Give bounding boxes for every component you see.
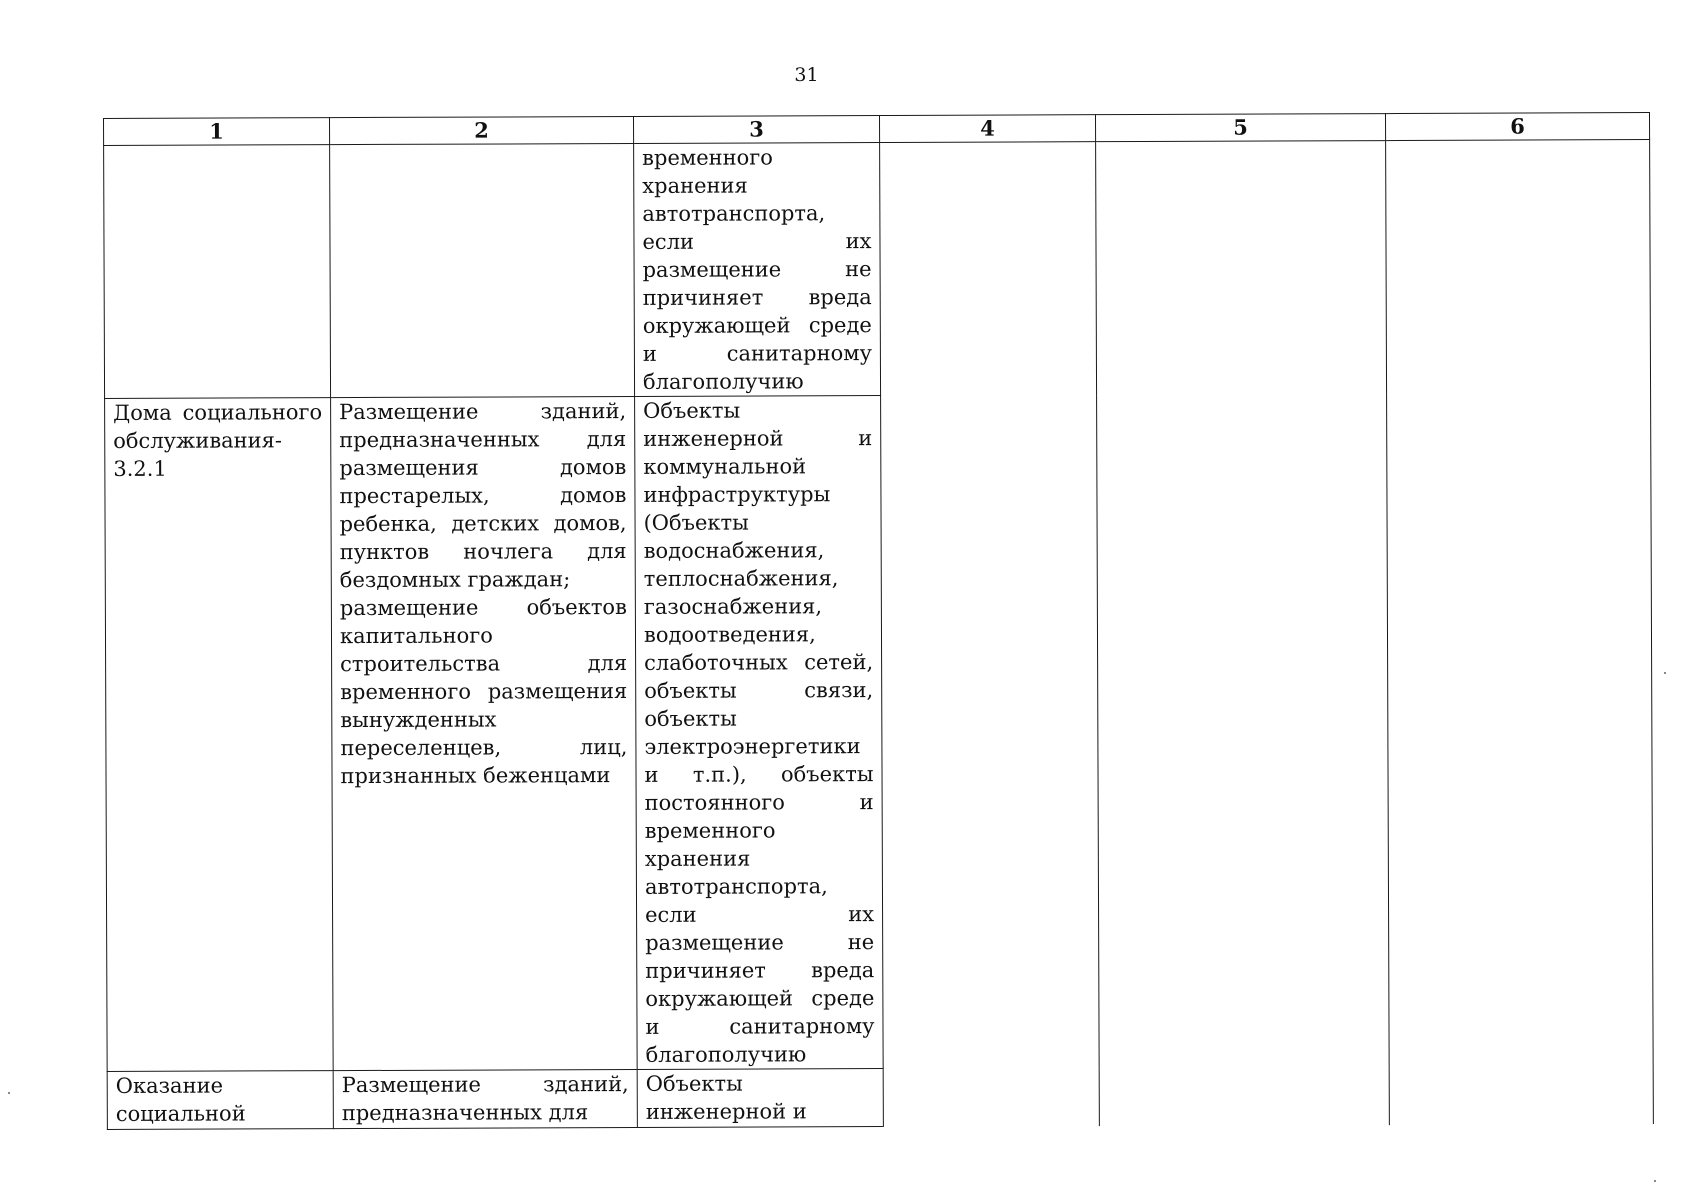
header-col-3: 3 [633, 116, 879, 144]
row3-col1-cell [107, 1071, 333, 1130]
row1-col2-cell [330, 143, 635, 397]
col5-empty-cell [1096, 141, 1390, 1126]
header-col-2: 2 [330, 116, 634, 144]
row3-col3-cell [637, 1069, 883, 1128]
row1-col1-cell [104, 145, 331, 399]
page-number: 31 [794, 64, 819, 86]
row3-col1-text: Оказание социальной [115, 1073, 246, 1126]
row1-col2-text [338, 144, 625, 145]
col6-empty-cell [1386, 140, 1654, 1125]
document-table-container [103, 112, 1653, 1130]
row2-col1-text: Дома социального обслуживания- 3.2.1 [113, 400, 323, 481]
land-use-table [103, 112, 1654, 1130]
row1-col3-text: временного хранения автотранспорта, если их размещение не причиняет вреда окружающей среде и санитарному благополучию [642, 145, 872, 394]
row1-col1-text [112, 145, 321, 146]
row3-col2-cell [333, 1069, 637, 1128]
scan-speck [1664, 672, 1666, 674]
row2-col3-cell [635, 396, 884, 1070]
header-col-4: 4 [879, 115, 1095, 143]
header-col-1: 1 [104, 118, 330, 146]
row2-col1-cell [105, 398, 334, 1072]
row2-col2-cell [331, 396, 638, 1070]
scan-speck [1654, 1180, 1656, 1182]
header-col-6: 6 [1385, 113, 1649, 141]
row3-col3-text: Объекты инженерной и [645, 1071, 807, 1124]
row3-col2-text: Размещение зданий, предназначенных для [341, 1071, 629, 1126]
row2-col3-text: Объекты инженерной и коммунальной инфраструктуры (Объекты водоснабжения, теплоснабжения, газоснабжения, водоотведения, слаботочных сетей, объекты связи, объекты электроэнергетики и т.п.), объекты постоянного и временного хранения автотранспорта, если их размещение не причиняет вреда окружающей среде и санитарному благополучию [643, 398, 875, 1067]
table-row [104, 140, 1651, 399]
col4-empty-cell [880, 142, 1100, 1127]
scan-speck [8, 1092, 10, 1094]
row1-col3-cell [634, 143, 881, 397]
header-col-5: 5 [1095, 114, 1385, 142]
row2-col2-text: Размещение зданий, предназначенных для размещения домов престарелых, домов ребенка, детских домов, пунктов ночлега для бездомных граждан; размещение объектов капитального строительства для временного размещения вынужденных переселенцев, лиц, признанных беженцами [339, 398, 628, 789]
